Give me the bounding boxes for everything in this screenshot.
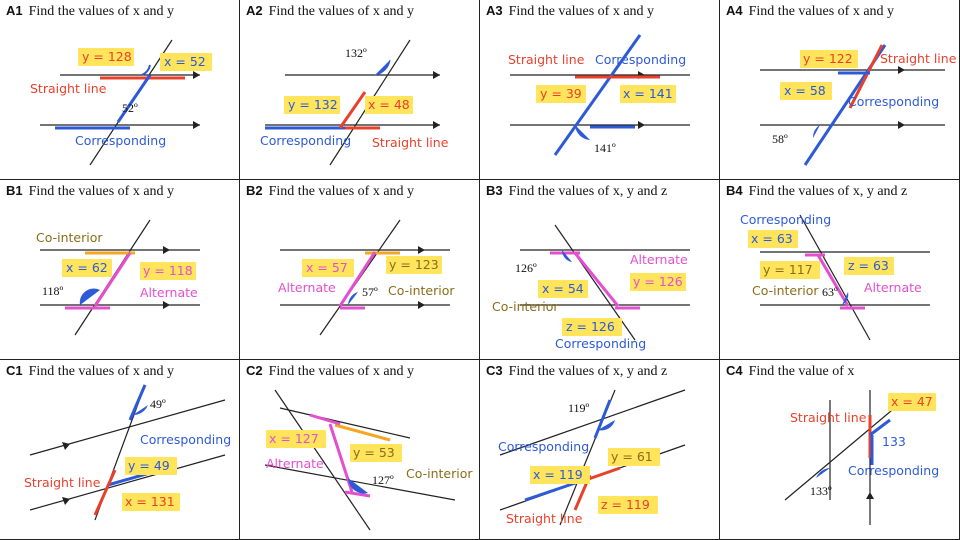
question-prompt: Find the values of x, y and z bbox=[508, 184, 668, 199]
cell-C1 bbox=[0, 360, 240, 540]
answer-x: x = 52 bbox=[164, 54, 206, 69]
angle-reason-1: Corresponding bbox=[260, 133, 352, 148]
given-angle: 119º bbox=[568, 401, 590, 415]
question-id: B4 bbox=[726, 183, 743, 198]
cell-B3 bbox=[480, 180, 720, 360]
question-id: A4 bbox=[726, 3, 743, 18]
question-prompt: Find the values of x and y bbox=[268, 4, 415, 19]
answer-x: x = 62 bbox=[66, 260, 108, 275]
answer-y: y = 49 bbox=[128, 458, 170, 473]
given-angle: 63º bbox=[822, 285, 838, 299]
answer-x: x = 141 bbox=[623, 86, 673, 101]
answer-x: x = 63 bbox=[751, 231, 793, 246]
answer-y: y = 118 bbox=[143, 263, 193, 278]
cell-A4 bbox=[720, 0, 960, 180]
angle-reason-2: Straight line bbox=[506, 511, 583, 526]
answer-x: x = 127 bbox=[269, 431, 319, 446]
angle-reason-1: Alternate bbox=[266, 456, 324, 471]
answer-y: y = 61 bbox=[611, 449, 653, 464]
given-angle: 132º bbox=[345, 46, 367, 60]
angle-reason-1: Straight line bbox=[880, 51, 957, 66]
angle-reason-2: Co-interior bbox=[406, 466, 473, 481]
angle-reason-1: Alternate bbox=[278, 280, 336, 295]
question-prompt: Find the value of x bbox=[748, 364, 855, 379]
question-prompt: Find the values of x, y and z bbox=[748, 184, 908, 199]
question-id: C3 bbox=[486, 363, 503, 378]
given-angle: 57º bbox=[362, 285, 378, 299]
angle-reason-3: Corresponding bbox=[555, 336, 647, 351]
question-id: A2 bbox=[246, 3, 263, 18]
angle-reason-1: Alternate bbox=[630, 252, 688, 267]
question-id: A3 bbox=[486, 3, 503, 18]
answer-y: y = 123 bbox=[389, 257, 439, 272]
question-id: C1 bbox=[6, 363, 23, 378]
answer-x: x = 57 bbox=[306, 260, 348, 275]
question-prompt: Find the values of x and y bbox=[268, 184, 415, 199]
value-label: 133 bbox=[882, 434, 906, 449]
given-angle: 133º bbox=[810, 484, 832, 498]
answer-y: y = 132 bbox=[288, 97, 338, 112]
question-id: B1 bbox=[6, 183, 23, 198]
diagram bbox=[0, 0, 240, 180]
given-angle: 141º bbox=[594, 141, 616, 155]
diagram bbox=[0, 360, 240, 540]
given-angle: 58º bbox=[772, 132, 788, 146]
angle-reason-1: Straight line bbox=[790, 410, 867, 425]
answer-y: y = 126 bbox=[633, 274, 683, 289]
given-angle: 49º bbox=[150, 397, 166, 411]
question-prompt: Find the values of x and y bbox=[268, 364, 415, 379]
diagram bbox=[720, 180, 960, 360]
diagram bbox=[720, 360, 960, 540]
angle-reason-2: Straight line bbox=[372, 135, 449, 150]
cell-C3 bbox=[480, 360, 720, 540]
diagram bbox=[480, 0, 720, 180]
cell-A3 bbox=[480, 0, 720, 180]
question-id: B3 bbox=[486, 183, 503, 198]
angle-reason-2: Corresponding bbox=[848, 463, 940, 478]
answer-x: x = 131 bbox=[125, 494, 175, 509]
answer-z: z = 119 bbox=[601, 497, 650, 512]
angle-reason-2: Co-interior bbox=[752, 283, 819, 298]
answer-y: y = 39 bbox=[540, 86, 582, 101]
answer-x: x = 54 bbox=[542, 281, 584, 296]
cell-C4 bbox=[720, 360, 960, 540]
cell-C2 bbox=[240, 360, 480, 540]
answer-z: z = 126 bbox=[566, 319, 615, 334]
cell-A1 bbox=[0, 0, 240, 180]
diagram bbox=[0, 180, 240, 360]
answer-x: x = 47 bbox=[891, 394, 933, 409]
angle-reason-2: Co-interior bbox=[492, 299, 559, 314]
cell-B1 bbox=[0, 180, 240, 360]
angle-reason-1: Corresponding bbox=[740, 212, 832, 227]
question-prompt: Find the values of x and y bbox=[28, 364, 175, 379]
angle-reason-1: Corresponding bbox=[498, 439, 590, 454]
question-id: C4 bbox=[726, 363, 743, 378]
diagram bbox=[240, 0, 480, 180]
cell-B2 bbox=[240, 180, 480, 360]
angle-reason-2: Corresponding bbox=[75, 133, 167, 148]
answer-y: y = 117 bbox=[763, 262, 813, 277]
cell-B4 bbox=[720, 180, 960, 360]
given-angle: 127º bbox=[372, 473, 394, 487]
diagram bbox=[240, 360, 480, 540]
answer-y: y = 128 bbox=[82, 49, 132, 64]
angle-reason-2: Straight line bbox=[24, 475, 101, 490]
answer-z: z = 63 bbox=[848, 258, 889, 273]
angle-reason-1: Corresponding bbox=[140, 432, 232, 447]
answer-x: x = 119 bbox=[533, 467, 583, 482]
angle-reason-3: Alternate bbox=[864, 280, 922, 295]
answer-y: y = 122 bbox=[803, 51, 853, 66]
diagram bbox=[720, 0, 960, 180]
given-angle: 126º bbox=[515, 261, 537, 275]
question-prompt: Find the values of x and y bbox=[748, 4, 895, 19]
angle-reason-2: Corresponding bbox=[595, 52, 687, 67]
angle-reason-2: Alternate bbox=[140, 285, 198, 300]
angle-reason-1: Straight line bbox=[30, 81, 107, 96]
question-id: B2 bbox=[246, 183, 263, 198]
given-angle: 118º bbox=[42, 284, 64, 298]
question-prompt: Find the values of x and y bbox=[28, 4, 175, 19]
cell-A2 bbox=[240, 0, 480, 180]
angle-reason-1: Straight line bbox=[508, 52, 585, 67]
diagram bbox=[240, 180, 480, 360]
answer-x: x = 58 bbox=[784, 83, 826, 98]
question-prompt: Find the values of x and y bbox=[508, 4, 655, 19]
given-angle: 52º bbox=[122, 101, 138, 115]
answer-x: x = 48 bbox=[368, 97, 410, 112]
question-id: C2 bbox=[246, 363, 263, 378]
question-id: A1 bbox=[6, 3, 23, 18]
diagram bbox=[480, 180, 720, 360]
diagram bbox=[480, 360, 720, 540]
angle-reason-1: Co-interior bbox=[36, 230, 103, 245]
question-prompt: Find the values of x, y and z bbox=[508, 364, 668, 379]
question-prompt: Find the values of x and y bbox=[28, 184, 175, 199]
answer-y: y = 53 bbox=[353, 445, 395, 460]
angle-reason-2: Corresponding bbox=[848, 94, 940, 109]
angle-reason-2: Co-interior bbox=[388, 283, 455, 298]
